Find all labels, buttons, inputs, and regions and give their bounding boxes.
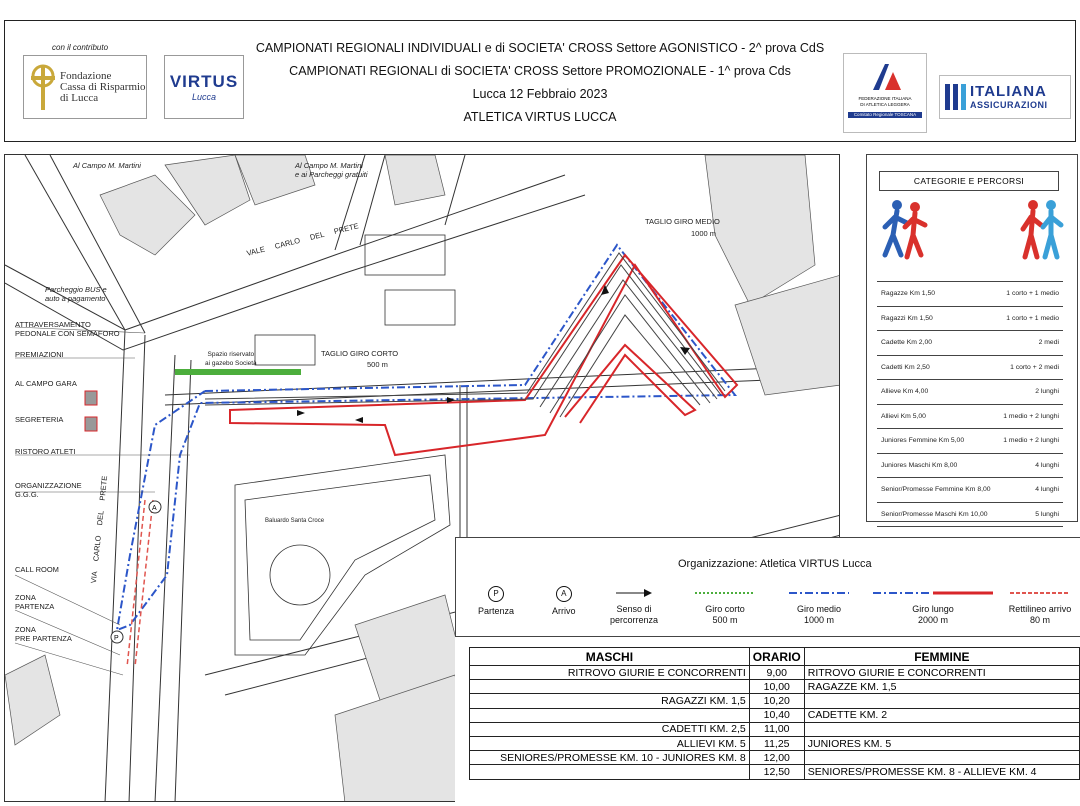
maschi-cell: ALLIEVI KM. 5 — [470, 736, 750, 750]
legend-giro-corto — [690, 586, 760, 626]
fidal-emblem-icon — [865, 60, 905, 94]
category-name: Ragazzi Km 1,50 — [881, 314, 933, 322]
category-row — [877, 356, 1063, 381]
label-taglio-corto-distance: 500 m — [367, 360, 388, 369]
femmine-cell: RITROVO GIURIE E CONCORRENTI — [804, 666, 1079, 680]
italiana-assicurazioni-logo — [939, 75, 1071, 119]
category-row — [877, 478, 1063, 503]
label-campo-top-mid: Al Campo M. Martini e ai Parcheggi gratuiti — [295, 161, 368, 179]
schedule-row — [470, 694, 1080, 708]
header-femmine: FEMMINE — [804, 648, 1079, 666]
category-row — [877, 503, 1063, 528]
label-via-carlo: VIA CARLO DEL PRETE — [88, 475, 110, 584]
fidal-logo — [843, 53, 927, 133]
gazebo-area — [175, 369, 301, 375]
legend-label: Senso di percorrenza — [609, 604, 659, 625]
category-name: Cadetti Km 2,50 — [881, 363, 930, 371]
label-zona-partenza: ZONA PARTENZA — [15, 593, 55, 611]
italiana-logo-subtext: ASSICURAZIONI — [970, 100, 1048, 110]
schedule-row — [470, 708, 1080, 722]
italiana-logo-text: ITALIANA — [970, 83, 1047, 100]
orario-cell: 11,00 — [749, 722, 804, 736]
label-taglio-medio: TAGLIO GIRO MEDIO — [645, 217, 720, 226]
segreteria-box — [85, 417, 97, 431]
fondazione-cassa-logo — [23, 55, 147, 119]
header-maschi: MASCHI — [470, 648, 750, 666]
category-row — [877, 307, 1063, 332]
category-name: Allieve Km 4,00 — [881, 388, 929, 396]
category-course: 5 lunghi — [1035, 510, 1059, 518]
label-taglio-medio-distance: 1000 m — [691, 229, 717, 238]
long-course-swatch — [873, 590, 993, 596]
fidal-line-2: DI ATLETICA LEGGERA — [860, 102, 910, 107]
category-name: Senior/Promesse Femmine Km 8,00 — [881, 486, 991, 494]
event-date: Lucca 12 Febbraio 2023 — [472, 87, 608, 101]
label-vale-carlo: VALE CARLO DEL PRETE — [245, 221, 360, 258]
label-baluardo: Baluardo Santa Croce — [265, 518, 325, 524]
event-organizer: ATLETICA VIRTUS LUCCA — [463, 110, 617, 124]
femmine-cell: SENIORES/PROMESSE KM. 8 - ALLIEVE KM. 4 — [804, 765, 1079, 779]
category-name: Allievi Km 5,00 — [881, 412, 926, 420]
label-ristoro: RISTORO ATLETI — [15, 447, 76, 456]
schedule-row — [470, 736, 1080, 750]
legend-label: Giro lungo 2000 m — [912, 604, 954, 625]
orario-cell: 11,25 — [749, 736, 804, 750]
event-title-line-2: CAMPIONATI REGIONALI di SOCIETA' CROSS Settore PROMOZIONALE - 1^ prova Cds — [289, 64, 791, 78]
label-call-room: CALL ROOM — [15, 565, 59, 574]
category-course: 1 corto + 1 medio — [1006, 290, 1059, 298]
direction-arrow-icon — [614, 588, 654, 598]
schedule-row — [470, 751, 1080, 765]
category-row — [877, 282, 1063, 307]
legend-giro-medio — [784, 586, 854, 626]
category-course: 2 medi — [1038, 339, 1059, 347]
femmine-cell: RAGAZZE KM. 1,5 — [804, 680, 1079, 694]
femmine-cell — [804, 722, 1079, 736]
legend-label: Partenza — [478, 606, 515, 616]
femmine-cell — [804, 751, 1079, 765]
orario-cell: 9,00 — [749, 666, 804, 680]
schedule-row — [470, 722, 1080, 736]
category-name: Juniores Maschi Km 8,00 — [881, 461, 958, 469]
schedule-panel — [455, 637, 1080, 806]
maschi-cell: CADETTI KM. 2,5 — [470, 722, 750, 736]
virtus-logo-subtext: Lucca — [191, 92, 217, 102]
category-name: Cadette Km 2,00 — [881, 339, 933, 347]
event-title-line-1: CAMPIONATI REGIONALI INDIVIDUALI e di SOCIETA' CROSS Settore AGONISTICO - 2^ prova CdS — [255, 41, 825, 55]
label-taglio-corto: TAGLIO GIRO CORTO — [321, 349, 399, 358]
finish-straight-line-2 — [135, 500, 153, 667]
short-course-swatch — [695, 590, 755, 596]
category-course: 1 corto + 2 medi — [1010, 363, 1059, 371]
label-premiazioni: PREMIAZIONI — [15, 350, 64, 359]
category-course: 2 lunghi — [1035, 388, 1059, 396]
category-name: Ragazze Km 1,50 — [881, 290, 936, 298]
contribution-label: con il contributo — [52, 43, 109, 52]
categories-table — [877, 281, 1063, 527]
virtus-logo — [164, 55, 244, 119]
orario-cell: 12,50 — [749, 765, 804, 779]
male-runners-icon — [877, 195, 937, 275]
schedule-row — [470, 680, 1080, 694]
header-orario: ORARIO — [749, 648, 804, 666]
legend-rettilineo — [1000, 586, 1080, 626]
legend-label: Giro corto 500 m — [705, 604, 745, 625]
label-organizzazione: ORGANIZZAZIONE G.G.G. — [15, 481, 82, 499]
event-header — [4, 20, 1076, 142]
orario-cell: 12,00 — [749, 751, 804, 765]
event-title-block — [255, 37, 825, 129]
orario-cell: 10,00 — [749, 680, 804, 694]
cassa-emblem-icon — [28, 62, 58, 112]
legend-organization: Organizzazione: Atletica VIRTUS Lucca — [678, 558, 872, 570]
schedule-row — [470, 765, 1080, 779]
label-spazio-riservato: Spazio riservato ai gazebo Società — [205, 351, 257, 367]
legend-arrivo — [552, 586, 576, 617]
maschi-cell — [470, 708, 750, 722]
category-row — [877, 380, 1063, 405]
campo-gara-box — [85, 391, 97, 405]
orario-cell: 10,40 — [749, 708, 804, 722]
label-campo-gara: AL CAMPO GARA — [15, 379, 77, 388]
category-course: 4 lunghi — [1035, 486, 1059, 494]
svg-text:P: P — [114, 635, 119, 642]
fidal-line-3: Comitato Regionale TOSCANA — [848, 112, 922, 118]
start-symbol-icon: P — [488, 586, 504, 602]
finish-straight-swatch — [1010, 590, 1070, 596]
category-course: 1 medio + 2 lunghi — [1003, 412, 1059, 420]
fidal-line-1: FEDERAZIONE ITALIANA — [858, 96, 912, 101]
cassa-line-2: Cassa di Risparmio — [60, 80, 146, 93]
legend-label: Giro medio 1000 m — [796, 604, 841, 625]
orario-cell: 10,20 — [749, 694, 804, 708]
legend-giro-lungo — [868, 586, 998, 626]
maschi-cell: SENIORES/PROMESSE KM. 10 - JUNIORES KM. 8 — [470, 751, 750, 765]
label-zona-pre-partenza: ZONA PRE PARTENZA — [15, 625, 72, 643]
schedule-table — [469, 647, 1080, 780]
long-course-line — [230, 255, 737, 455]
italiana-emblem-icon — [945, 84, 967, 110]
category-row — [877, 405, 1063, 430]
virtus-logo-text: VIRTUS — [169, 72, 239, 91]
category-row — [877, 331, 1063, 356]
medium-course-swatch — [789, 590, 849, 596]
maschi-cell: RITROVO GIURIE E CONCORRENTI — [470, 666, 750, 680]
category-name: Juniores Femmine Km 5,00 — [881, 437, 965, 445]
park-outlines — [235, 235, 455, 655]
femmine-cell: JUNIORES KM. 5 — [804, 736, 1079, 750]
label-attraversamento: ATTRAVERSAMENTO PEDONALE CON SEMAFORO — [15, 320, 120, 338]
arrival-symbol-icon: A — [556, 586, 572, 602]
femmine-cell — [804, 694, 1079, 708]
category-row — [877, 454, 1063, 479]
category-row — [877, 429, 1063, 454]
maschi-cell — [470, 680, 750, 694]
legend-senso — [604, 586, 664, 626]
category-course: 4 lunghi — [1035, 461, 1059, 469]
female-runners-icon — [1015, 195, 1075, 275]
cassa-line-3: di Lucca — [60, 91, 99, 104]
maschi-cell: RAGAZZI KM. 1,5 — [470, 694, 750, 708]
svg-text:A: A — [152, 505, 157, 512]
legend-label: Rettilineo arrivo 80 m — [1008, 604, 1072, 625]
legend-label: Arrivo — [552, 606, 576, 616]
category-name: Senior/Promesse Maschi Km 10,00 — [881, 510, 988, 518]
cassa-line-1: Fondazione — [60, 69, 112, 82]
maschi-cell — [470, 765, 750, 779]
category-course: 1 corto + 1 medio — [1006, 314, 1059, 322]
categories-title: CATEGORIE E PERCORSI — [879, 171, 1059, 191]
schedule-row — [470, 666, 1080, 680]
femmine-cell: CADETTE KM. 2 — [804, 708, 1079, 722]
label-parcheggio-bus: Parcheggio BUS e auto a pagamento — [45, 285, 107, 303]
label-campo-top-left: Al Campo M. Martini — [73, 161, 141, 170]
schedule-header-row — [470, 648, 1080, 666]
category-course: 1 medio + 2 lunghi — [1003, 437, 1059, 445]
legend-panel — [455, 537, 1080, 637]
legend-partenza — [478, 586, 514, 617]
label-segreteria: SEGRETERIA — [15, 415, 64, 424]
categories-panel — [866, 154, 1078, 522]
